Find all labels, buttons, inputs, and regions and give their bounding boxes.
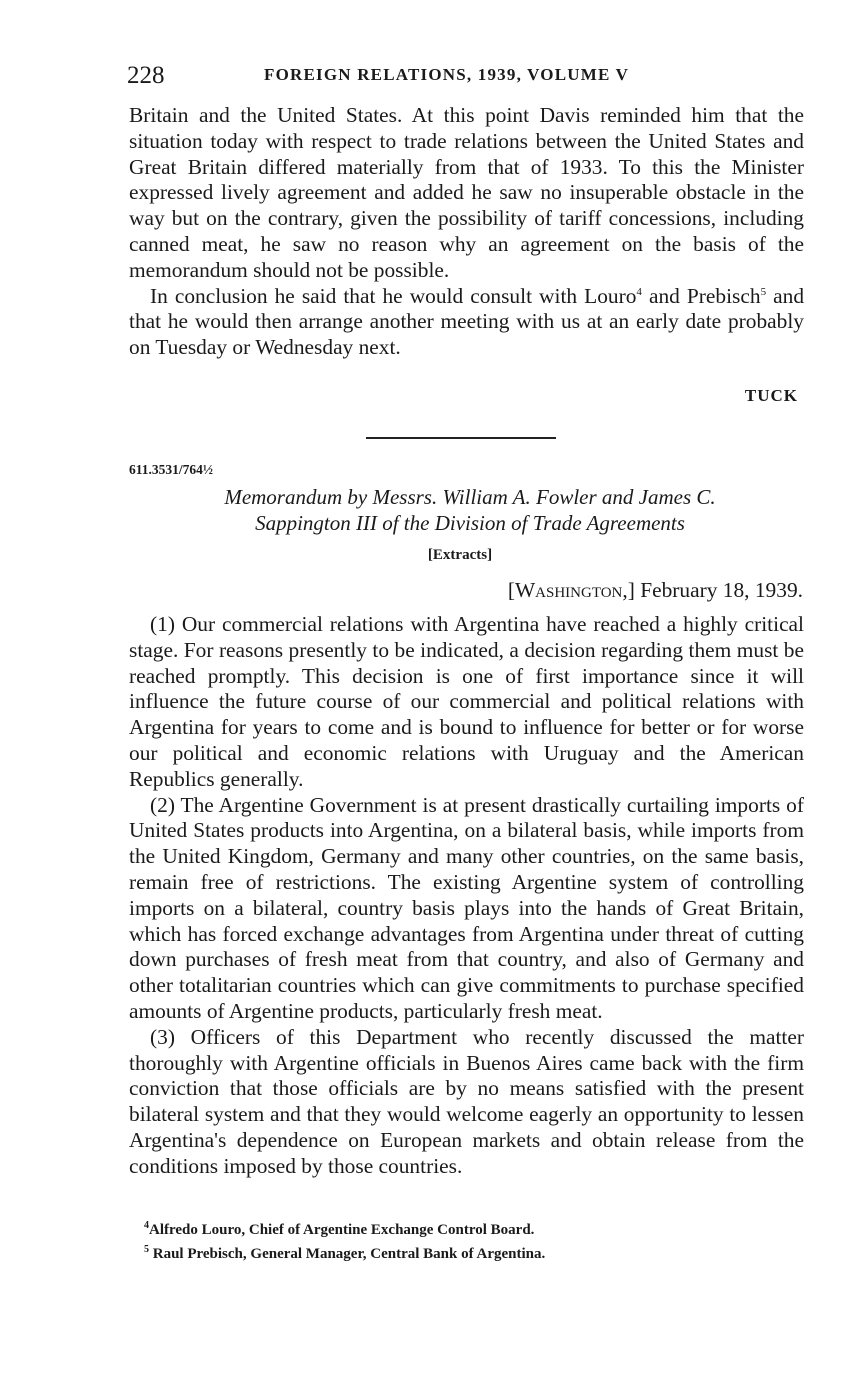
footnote-4-marker: 4: [144, 1220, 149, 1231]
dateline-date: February 18, 1939.: [634, 578, 803, 602]
footnote-4: [144, 1216, 784, 1240]
signature: [745, 386, 798, 406]
footnote-4-text: Alfredo Louro, Chief of Argentine Exchange Control Board.: [149, 1222, 535, 1238]
page-number: 228: [127, 62, 165, 89]
continued-text: [129, 103, 804, 361]
memorandum-title-line-1: Memorandum by Messrs. William A. Fowler and James C.: [224, 485, 716, 509]
extracts-note: [Extracts]: [427, 547, 493, 563]
footnote-ref-5: 5: [760, 285, 767, 298]
memorandum-title: [150, 484, 790, 536]
section-divider: [366, 437, 556, 439]
footnote-5-marker: 5: [144, 1244, 149, 1255]
footnote-ref-4: 4: [636, 285, 642, 298]
conclusion-text-c: and that he would then arrange another meeting with us at an early date probably on Tuesday or Wednesday next.: [129, 283, 805, 360]
running-head: [127, 60, 667, 94]
dateline: [508, 578, 803, 603]
footnotes: [144, 1216, 784, 1264]
memorandum-body: [129, 612, 804, 1180]
memo-paragraph-2: (2) The Argentine Government is at present drastically curtailing imports of United States products into Argentina, on a bilateral basis, while imports from the United Kingdom, Germany and many other countries, on the same basis, remain free of restrictions. The existing Argentine system of controlling imports on a bilateral, country basis plays into the hands of Great Britain, which has forced exchange advantages from Argentina under threat of cutting down purchases of fresh meat from that country, and also of Germany and other totalitarian countries which can give commitments to purchase specified amounts of Argentine products, particularly fresh meat.: [129, 792, 804, 1023]
conclusion-text-a: In conclusion he said that he would consult with Louro: [150, 283, 637, 308]
memorandum-title-line-2: Sappington III of the Division of Trade Agreements: [255, 511, 685, 535]
signer-name: TUCK: [744, 386, 798, 405]
continued-paragraph: Britain and the United States. At this point Davis reminded him that the situation today with respect to trade relations between the United States and Great Britain differed materially from that of 1933. To this the Minister expressed lively agreement and added he saw no insuperable obstacle in the way but on the contrary, given the possibility of tariff concessions, including canned meat, he saw no reason why an agreement on the basis of the memorandum should not be possible.: [129, 103, 804, 282]
file-number: 611.3531/764½: [129, 462, 214, 477]
dateline-place: [Washington,]: [507, 578, 635, 602]
memo-paragraph-1: (1) Our commercial relations with Argentina have reached a highly critical stage. For reasons presently to be indicated, a decision regarding them must be reached promptly. This decision is one of first importance since it will influence the future course of our commercial and political relations with Argentina for years to come and is bound to influence for better or for worse our political and economic relations with Uruguay and the American Republics generally.: [129, 612, 804, 791]
memo-paragraph-3: (3) Officers of this Department who recently discussed the matter thoroughly with Argentine officials in Buenos Aires came back with the firm conviction that those officials are by no means satisfied with the present bilateral system and that they would welcome eagerly an opportunity to lessen Argentina's dependence on European markets and obtain release from the conditions imposed by those countries.: [129, 1024, 804, 1178]
conclusion-text-b: and Prebisch: [641, 283, 761, 308]
conclusion-paragraph: [129, 284, 804, 361]
footnote-5: [144, 1240, 784, 1264]
volume-title: FOREIGN RELATIONS, 1939, VOLUME V: [264, 65, 630, 84]
footnote-5-text: Raul Prebisch, General Manager, Central Bank of Argentina.: [152, 1246, 546, 1262]
